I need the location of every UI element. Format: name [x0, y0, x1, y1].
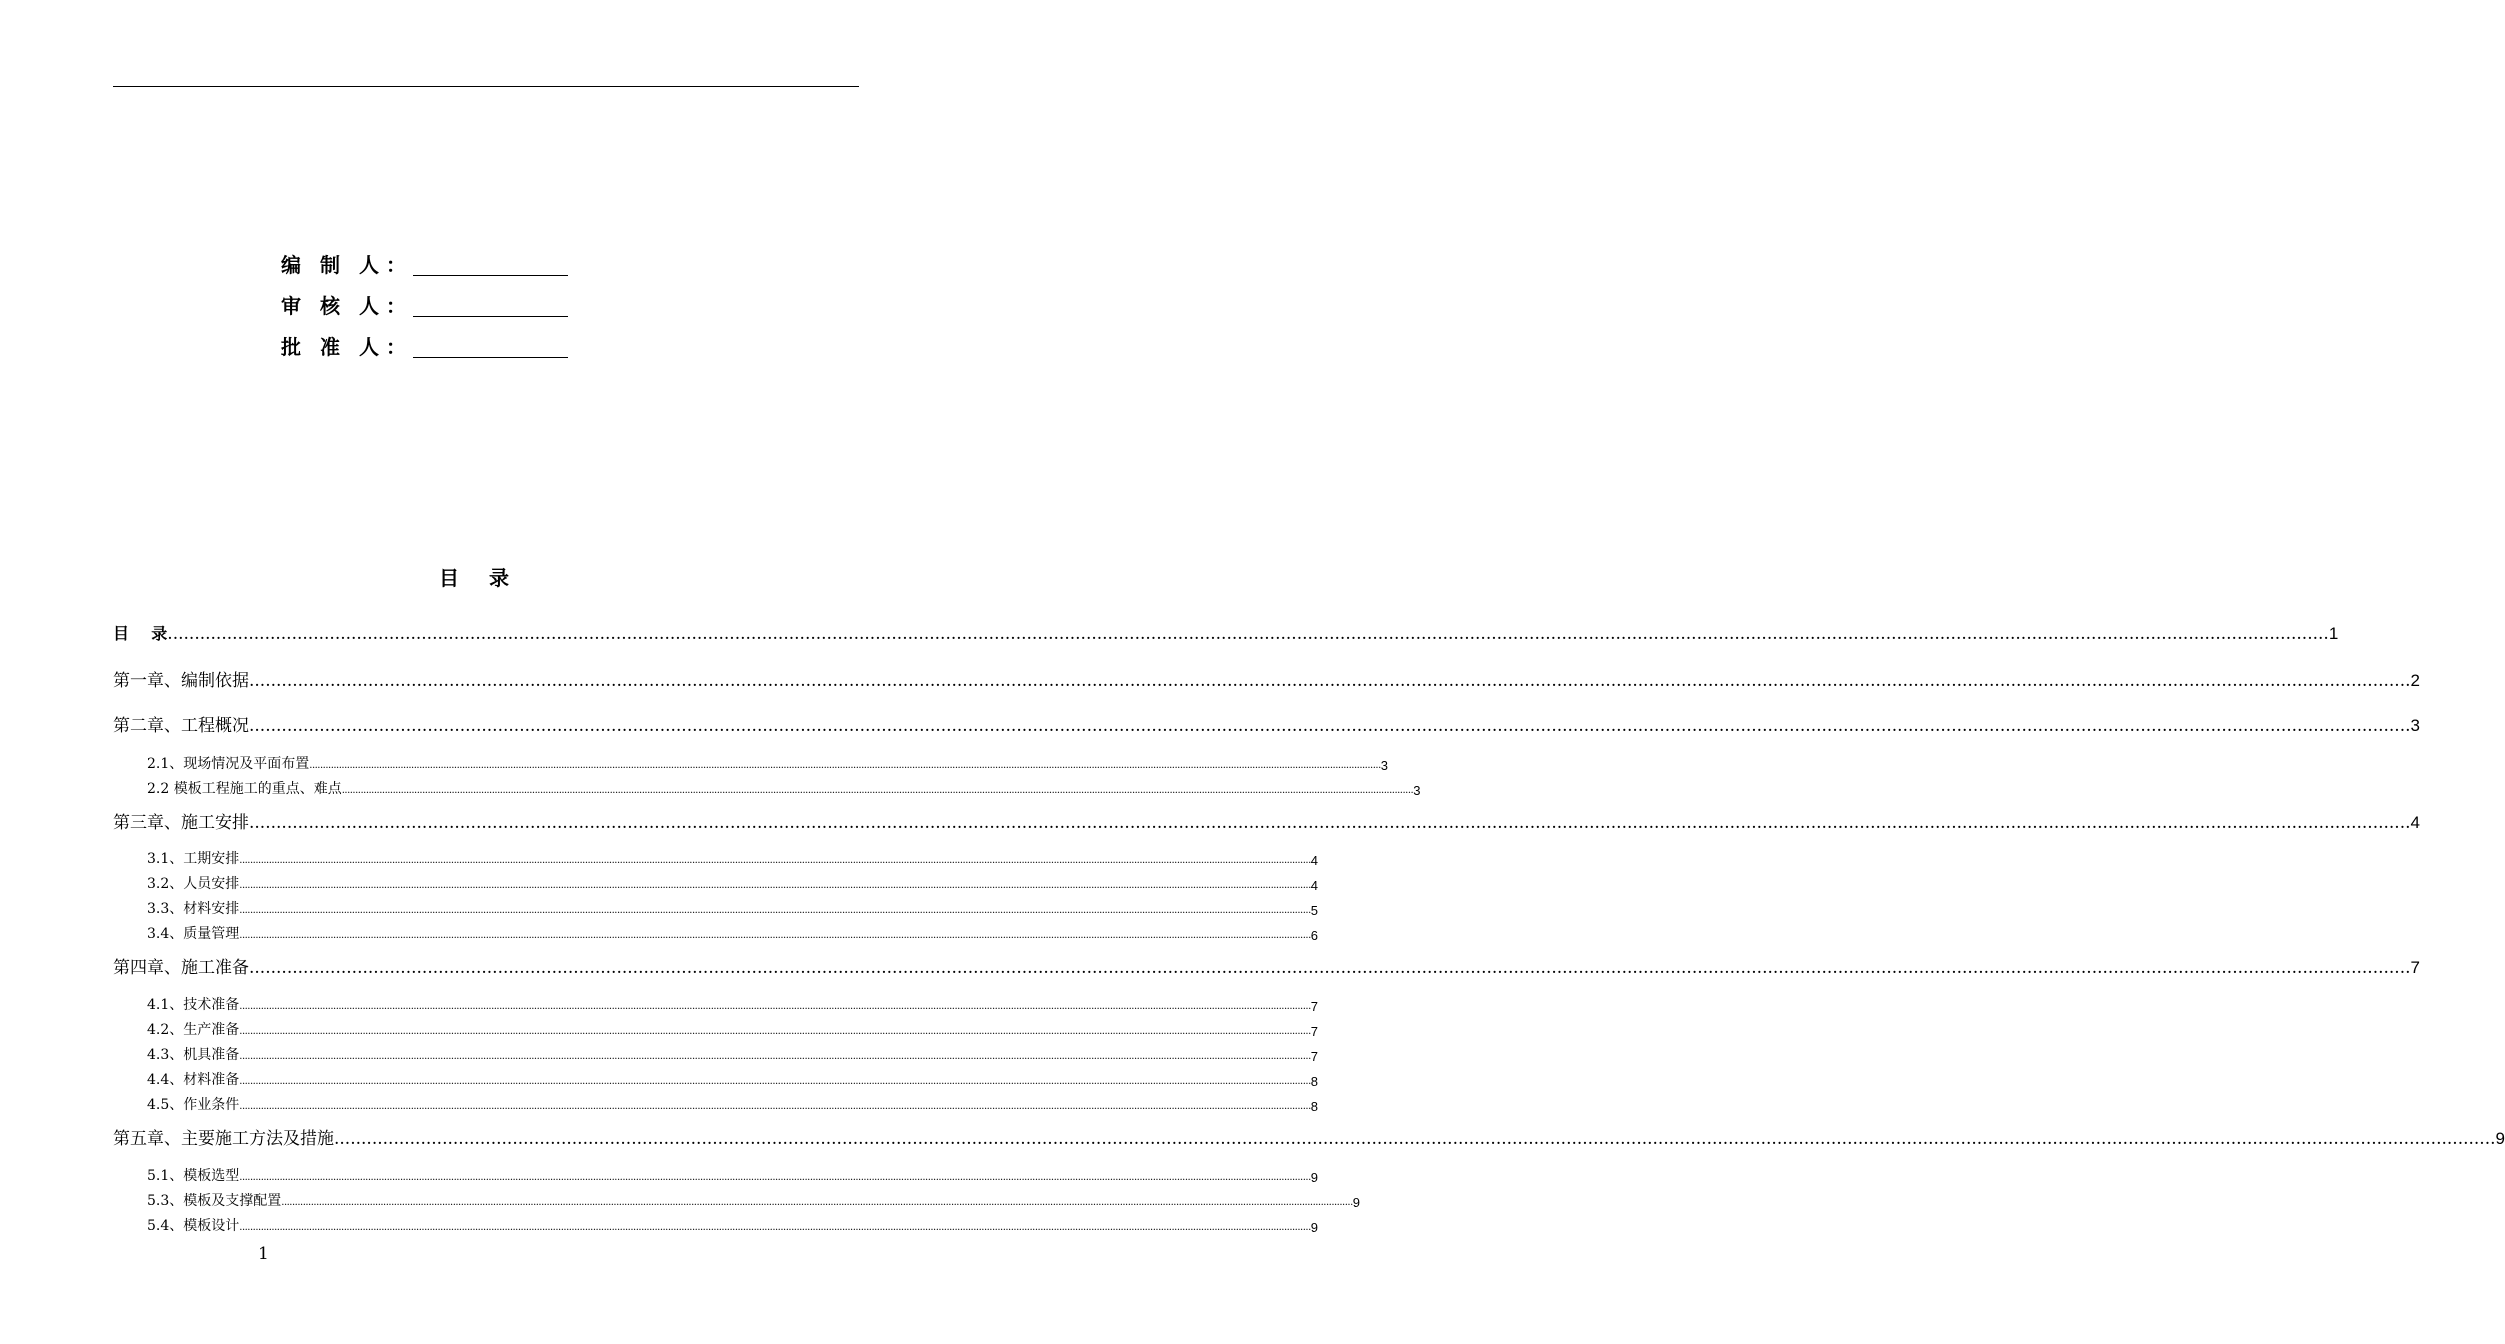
toc-entry-page: 7	[1310, 1049, 1318, 1064]
toc-entry-page: 7	[2410, 958, 2420, 977]
toc-leader-dots: ................................................................................................................................................................................................................................................................................................................................................................................................................	[334, 1129, 2496, 1149]
toc-leader-dots: ................................................................................................................................................................................................................................................................................................................................................................................................................	[239, 1026, 1311, 1037]
toc-entry-page: 9	[1352, 1195, 1360, 1210]
toc-entry-label: 第一章、编制依据	[113, 671, 249, 691]
toc-section-entry[interactable]	[147, 1193, 1360, 1210]
toc-leader-dots: ................................................................................................................................................................................................................................................................................................................................................................................................................	[239, 1172, 1311, 1183]
signature-row-approver	[281, 325, 568, 366]
toc-leader-dots: ................................................................................................................................................................................................................................................................................................................................................................................................................	[249, 958, 2411, 978]
toc-section-entry[interactable]	[147, 1168, 1318, 1185]
toc-entry-page: 7	[1310, 1024, 1318, 1039]
toc-section-entry[interactable]	[147, 1047, 1318, 1064]
signature-blank-line	[413, 292, 568, 317]
toc-leader-dots: ................................................................................................................................................................................................................................................................................................................................................................................................................	[239, 880, 1311, 891]
page-number: 1	[258, 1244, 269, 1264]
toc-leader-dots: ................................................................................................................................................................................................................................................................................................................................................................................................................	[239, 1076, 1311, 1087]
toc-entry-label: 3.2、人员安排	[147, 876, 240, 892]
signature-label: 批 准 人	[281, 335, 379, 359]
toc-section-entry[interactable]	[147, 1072, 1318, 1089]
toc-section-entry[interactable]	[147, 901, 1318, 918]
toc-section-entry[interactable]	[147, 1097, 1318, 1114]
toc-leader-dots: ................................................................................................................................................................................................................................................................................................................................................................................................................	[167, 624, 2329, 644]
toc-entry-page: 6	[1310, 928, 1318, 943]
toc-chapter-entry[interactable]	[113, 714, 2420, 736]
toc-section-entry[interactable]	[147, 876, 1318, 893]
toc-entry-label: 3.3、材料安排	[147, 901, 240, 917]
toc-section-entry[interactable]	[147, 1218, 1318, 1235]
toc-entry-page: 8	[1310, 1074, 1318, 1089]
toc-entry-page: 3	[2410, 716, 2420, 735]
toc-section-entry[interactable]	[147, 756, 1388, 773]
toc-chapter-entry[interactable]	[113, 1127, 2505, 1149]
signature-row-reviewer	[281, 284, 568, 325]
toc-entry-label: 3.4、质量管理	[147, 926, 240, 942]
signature-label: 编 制 人	[281, 253, 379, 277]
toc-entry-label: 2.2 模板工程施工的重点、难点	[147, 781, 342, 797]
toc-entry-label: 3.1、工期安排	[147, 851, 240, 867]
toc-entry-label: 第三章、施工安排	[113, 813, 249, 833]
signature-colon: ：	[386, 253, 406, 277]
signature-row-compiler	[281, 243, 568, 284]
toc-entry-page: 4	[1310, 878, 1318, 893]
toc-entry-page: 9	[2495, 1129, 2505, 1148]
toc-chapter-entry[interactable]	[113, 622, 2339, 644]
toc-entry-page: 1	[2328, 624, 2339, 643]
toc-leader-dots: ................................................................................................................................................................................................................................................................................................................................................................................................................	[249, 671, 2411, 691]
toc-entry-page: 5	[1310, 903, 1318, 918]
toc-entry-label: 第五章、主要施工方法及措施	[113, 1129, 334, 1149]
toc-entry-label: 2.1、现场情况及平面布置	[147, 756, 310, 772]
toc-entry-page: 8	[1310, 1099, 1318, 1114]
toc-entry-page: 9	[1310, 1170, 1318, 1185]
toc-title: 目 录	[439, 566, 511, 590]
toc-entry-label: 第四章、施工准备	[113, 958, 249, 978]
toc-chapter-entry[interactable]	[113, 669, 2420, 691]
toc-leader-dots: ................................................................................................................................................................................................................................................................................................................................................................................................................	[239, 855, 1311, 866]
toc-entry-page: 7	[1310, 999, 1318, 1014]
toc-entry-label: 4.3、机具准备	[147, 1047, 240, 1063]
toc-entry-label: 第二章、工程概况	[113, 716, 249, 736]
toc-entry-label: 4.4、材料准备	[147, 1072, 240, 1088]
header-rule	[113, 86, 859, 87]
signature-colon: ：	[386, 294, 406, 318]
toc-leader-dots: ................................................................................................................................................................................................................................................................................................................................................................................................................	[239, 1051, 1311, 1062]
toc-section-entry[interactable]	[147, 851, 1318, 868]
toc-entry-page: 4	[2410, 813, 2420, 832]
toc-section-entry[interactable]	[147, 997, 1318, 1014]
toc-entry-page: 3	[1380, 758, 1388, 773]
toc-leader-dots: ................................................................................................................................................................................................................................................................................................................................................................................................................	[239, 1101, 1311, 1112]
toc-leader-dots: ................................................................................................................................................................................................................................................................................................................................................................................................................	[239, 1222, 1311, 1233]
toc-leader-dots: ................................................................................................................................................................................................................................................................................................................................................................................................................	[239, 930, 1311, 941]
toc-leader-dots: ................................................................................................................................................................................................................................................................................................................................................................................................................	[341, 785, 1414, 796]
toc-leader-dots: ................................................................................................................................................................................................................................................................................................................................................................................................................	[239, 905, 1311, 916]
toc-entry-page: 3	[1413, 783, 1421, 798]
toc-entry-label: 目 录	[113, 624, 168, 643]
toc-leader-dots: ................................................................................................................................................................................................................................................................................................................................................................................................................	[249, 716, 2411, 736]
toc-entry-label: 5.1、模板选型	[147, 1168, 240, 1184]
toc-entry-label: 5.3、模板及支撑配置	[147, 1193, 282, 1209]
signature-label: 审 核 人	[281, 294, 379, 318]
toc-chapter-entry[interactable]	[113, 811, 2420, 833]
toc-section-entry[interactable]	[147, 1022, 1318, 1039]
toc-entry-label: 4.5、作业条件	[147, 1097, 240, 1113]
toc-section-entry[interactable]	[147, 926, 1318, 943]
toc-leader-dots: ................................................................................................................................................................................................................................................................................................................................................................................................................	[281, 1197, 1353, 1208]
toc-entry-label: 5.4、模板设计	[147, 1218, 240, 1234]
signature-blank-line	[413, 251, 568, 276]
toc-entry-label: 4.1、技术准备	[147, 997, 240, 1013]
toc-entry-page: 9	[1310, 1220, 1318, 1235]
toc-leader-dots: ................................................................................................................................................................................................................................................................................................................................................................................................................	[239, 1001, 1311, 1012]
toc-chapter-entry[interactable]	[113, 956, 2420, 978]
toc-entry-page: 4	[1310, 853, 1318, 868]
signature-colon: ：	[386, 335, 406, 359]
toc-entry-label: 4.2、生产准备	[147, 1022, 240, 1038]
signature-block	[281, 243, 568, 366]
toc-leader-dots: ................................................................................................................................................................................................................................................................................................................................................................................................................	[309, 760, 1381, 771]
signature-blank-line	[413, 333, 568, 358]
toc-section-entry[interactable]	[147, 781, 1421, 798]
toc-entry-page: 2	[2410, 671, 2420, 690]
toc-leader-dots: ................................................................................................................................................................................................................................................................................................................................................................................................................	[249, 813, 2411, 833]
